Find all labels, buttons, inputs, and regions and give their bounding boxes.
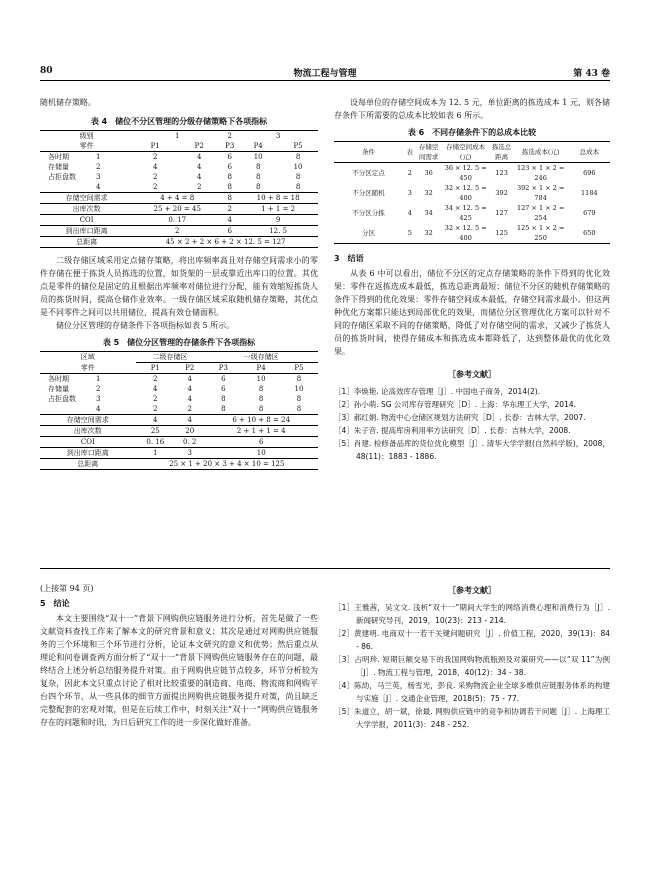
t6-head: 条件 (361, 148, 375, 156)
t5-cell: 8 (258, 385, 264, 393)
t4-cell: 4 (153, 163, 158, 171)
t4-cell: 4 (196, 173, 202, 181)
t6-cell: 650 (583, 229, 596, 237)
header-rule (40, 80, 610, 81)
table4-title: 表 4 储位不分区管理的分级存储策略下各项指标 (90, 117, 268, 126)
t5-cell: 2 (153, 395, 158, 403)
right-column (334, 96, 610, 463)
t5-dist-3: 10 (256, 449, 266, 457)
t5-cell: 2 (153, 405, 158, 413)
paragraph-conclusion: 从表 6 中可以看出，储位不分区的定点存储策略的条件下得到的优化效果：零件在返拣选成本最低，拣选总距离最短；储位不分区的随机存储策略的条件下得到的优化效果：零件存储空间成本最低，存储空间需求最小。但这两种优化方案都只能达到局部优化的效果，而储位分区管理优化方案可以针对不同的存储区采取不同的存储策略，降低了对存储空间的需求，又减少了拣货人员的拣货时间，使得存储成本和拣选成本都降低了，达到整体最优的优化效果。 (334, 269, 610, 356)
t4-cell: 6 (227, 153, 232, 161)
t4-coi-label: COI (79, 216, 94, 224)
t5-cell: 6 (221, 385, 226, 393)
t5-h1-2: 一级存储区 (204, 352, 318, 363)
t5-times-1: 25 (150, 427, 160, 435)
reference-item: ［2］孙小萌. SG 公司库存管理研究［D］. 上海：华东理工大学，2014. (334, 400, 577, 409)
t6-cell: 不分区分拣 (352, 209, 385, 217)
t5-cell: 2 (153, 375, 158, 383)
t5-dist-2: 3 (187, 449, 192, 457)
t4-dist-3: 12. 5 (269, 227, 288, 235)
t5-cell: 10 (256, 375, 266, 383)
t6-cell: 分区 (361, 229, 375, 237)
bottom-right-column (334, 582, 610, 731)
t4-cell: 8 (227, 183, 232, 191)
t4-need-2: 8 (227, 194, 232, 202)
t5-rowlabel: 存储量 2 (48, 385, 101, 393)
t4-times-3: 1 + 1 = 2 (261, 205, 296, 213)
paragraph-section5: 本文主要围绕“双十一”背景下网购供应链服务进行分析，首先是做了一些文献资料查找工作来了解本文的研究背景和意义；其次是通过对网购供应链服务的三个环境和三个环节进行分析，论证本文研究的意义和优势；然后重点从理论和问卷调查两方面分析了“双十一”背景下网购供应链服务存在的问题，最终结合上述分析总结服务提升对策。由于网购供应链节点较多，环节分析较为复杂，因此本文只重点讨论了相对比较重要的制造商、电商、物流商和网购平台四个环节，从一些具体的细节方面提出网购供应链服务提升对策，尚且缺乏完整配套的宏观对策，但是在后续工作中，时刻关注“双十一”网购供应链服务存在的问题和时讯，为日后研究工作的进一步深化做好准备。 (40, 614, 318, 727)
t6-head: 表 (406, 148, 413, 156)
paragraph-storage: 二级存储区域采用定点储存策略，将出库频率高且对存储空间需求小的零件存储在便于拣货人员拣选的位置，如货架的一层或靠近出库口的位置。其优点是零件的储位是固定的且根据出库频率对储位进行分配，能有效缩短拣货人员的拣货时间，提高仓储作业效率。一级存储区域采取随机储存策略，其优点是不同零件之间可以共用储位，提高有效仓储面积。 (40, 256, 318, 317)
reference-item: ［2］黄建明. 电商双十一若干关键问题研究［J］. 价值工程，2020，39(13)：84 - 86. (334, 629, 610, 651)
t5-cell: 8 (296, 405, 302, 413)
t5-times-2: 20 (185, 427, 195, 435)
t6-cell: 123 (495, 169, 508, 177)
t6-cell: 32 (424, 229, 433, 237)
t4-need-3: 10 + 8 = 18 (256, 194, 300, 202)
t4-h2-3: P3 (225, 142, 235, 150)
table5 (40, 351, 318, 470)
t5-h2-1: P1 (150, 364, 160, 372)
t6-cell: 不分区定点 (352, 169, 385, 177)
t6-cell: 679 (583, 209, 596, 217)
reference-item: ［4］陈劼，马兰英，杨雪光，彭良. 采购物流企业全球多维供应链服务体系的构建与实施［J］. 交通企业管理，2018(5)：75 - 77. (334, 681, 610, 703)
t5-times-label: 出库次数 (73, 427, 102, 435)
paragraph-cost: 设每单位的存储空间成本为 12. 5 元，单位距离的拣选成本 1 元，则各储存条件下所需要的总成本比较如表 6 所示。 (334, 98, 610, 120)
reference-item: ［3］占明珍. 短期巨额交易下的我国网购物流瓶颈及对策研究——以“双 11”为例［J］. 物流工程与管理，2018，40(12)：34 - 38. (334, 655, 610, 677)
section-divider (40, 568, 610, 569)
t4-h2-4: P4 (253, 142, 263, 150)
t4-cell: 4 (196, 153, 202, 161)
reference-item: ［5］肖建. 检修备品库的货位优化模型［J］. 清华大学学报(自然科学版)，2008，48(11)：1883 - 1886. (334, 439, 610, 461)
t4-h2-1: P1 (150, 142, 160, 150)
t6-cell: 34 (424, 209, 433, 217)
t4-cell: 6 (227, 163, 232, 171)
t6-cell: 2 (407, 169, 412, 177)
t4-cell: 4 (196, 163, 202, 171)
t5-cell: 8 (258, 395, 264, 403)
t5-cell: 6 (221, 375, 226, 383)
t4-times-1: 25 + 20 = 45 (153, 205, 201, 213)
t6-head: 存储空间需求 (418, 143, 439, 161)
t4-h2-0: 零件 (79, 142, 94, 150)
reference-item: ［1］王雅茜，吴文文. 浅析“双十一”期间大学生的网络消费心理和消费行为［J］. 新闻研究导刊，2019，10(23)：213 - 214. (334, 603, 610, 625)
t6-head: 总成本 (579, 148, 600, 156)
t6-cell: 1184 (581, 189, 598, 197)
t4-times-label: 出库次数 (72, 205, 101, 213)
t5-cell: 2 (187, 405, 192, 413)
t4-dist-1: 2 (175, 227, 180, 235)
t4-cell: 8 (295, 173, 301, 181)
section-5-heading: 5 结论 (40, 599, 70, 608)
t6-cell: 392 (495, 189, 508, 197)
t4-cell: 8 (255, 163, 261, 171)
t5-cell: 8 (296, 375, 302, 383)
t4-cell: 2 (153, 183, 158, 191)
t5-cell: 4 (187, 375, 192, 383)
t5-need-1: 4 (153, 416, 158, 424)
t6-head: 拣选总距离 (491, 143, 512, 161)
table6 (334, 141, 610, 244)
table4 (40, 130, 318, 248)
t6-cell: 125 (495, 229, 508, 237)
t5-need-3: 6 + 10 + 8 = 24 (232, 416, 291, 424)
t4-cell: 8 (295, 153, 301, 161)
t5-h2-2: P2 (185, 364, 195, 372)
t4-coi-1: 0. 17 (168, 216, 187, 224)
t4-rowlabel: 存储量 2 (48, 163, 101, 171)
paragraph-table5-intro: 储位分区管理的存储条件下各项指标如表 5 所示。 (56, 321, 235, 330)
t5-dist-1: 1 (153, 449, 158, 457)
t5-cell: 10 (294, 385, 304, 393)
t4-cell: 8 (295, 183, 301, 191)
t4-need-label: 存储空间需求 (65, 194, 108, 202)
t4-h1-1: 1 (175, 132, 180, 140)
t5-cell: 8 (258, 405, 264, 413)
t4-cell: 8 (255, 183, 261, 191)
t6-cell: 不分区随机 (352, 189, 385, 197)
t4-h2-5: P5 (293, 142, 303, 150)
t5-h2-3: P3 (218, 364, 228, 372)
t5-need-label: 存储空间需求 (66, 416, 109, 424)
t6-cell: 36 × 12. 5 = 450 (444, 164, 487, 182)
t6-cell: 696 (583, 169, 596, 177)
t4-cell: 8 (255, 173, 261, 181)
t5-h1-1: 二级存储区 (136, 352, 205, 363)
t5-coi-label: COI (80, 438, 95, 446)
t5-h2-4: P4 (256, 364, 266, 372)
t5-cell: 8 (296, 395, 302, 403)
journal-name: 物流工程与管理 (293, 69, 357, 79)
t6-cell: 34 × 12. 5 = 425 (444, 204, 487, 222)
t4-cell: 4 (96, 183, 101, 191)
t5-dist-label: 到出库口距离 (66, 449, 109, 457)
t5-rowlabel: 各时期 1 (48, 375, 101, 383)
t5-coi-3: 6 (258, 438, 264, 446)
t5-h2-5: P5 (294, 364, 304, 372)
t6-cell: 32 × 12. 5 = 400 (444, 184, 487, 202)
left-column (40, 96, 318, 470)
reference-item: ［3］郝红娟. 物流中心仓储区规划方法研究［D］. 长春：吉林大学，2007. (334, 413, 586, 422)
t4-cell: 10 (253, 153, 263, 161)
t4-h2-2: P2 (194, 142, 204, 150)
t5-need-2: 4 (187, 416, 192, 424)
t6-cell: 4 (407, 209, 412, 217)
t5-cell: 4 (187, 395, 192, 403)
t5-h2-0: 零件 (80, 363, 95, 372)
bottom-left-column (40, 582, 318, 729)
references-title-2: ［参考文献］ (448, 585, 496, 595)
t5-cell: 8 (221, 395, 226, 403)
t6-cell: 32 (424, 189, 433, 197)
references-title: ［参考文献］ (448, 369, 496, 379)
t6-cell: 32 × 12. 5 = 400 (444, 224, 487, 242)
t5-cell: 8 (221, 405, 226, 413)
reference-item: ［4］朱子音. 提高库房利用率方法研究［D］. 长春：吉林大学，2008. (334, 426, 571, 435)
t4-cell: 2 (196, 183, 202, 191)
t4-cell: 10 (293, 163, 303, 171)
t4-cell: 2 (153, 153, 158, 161)
t6-cell: 123 × 1 × 2 = 246 (516, 164, 565, 182)
t5-total-label: 总距离 (77, 460, 99, 468)
t4-cell: 8 (227, 173, 232, 181)
t5-times-3: 2 + 1 + 1 = 4 (236, 427, 286, 435)
t4-h1-3: 3 (275, 132, 281, 140)
page-number: 80 (40, 66, 53, 76)
t6-cell: 125 × 1 × 2 = 250 (516, 224, 565, 242)
t4-coi-3: 9 (275, 216, 281, 224)
table6-title: 表 6 不同存储条件下的总成本比较 (407, 128, 537, 137)
t4-need-1: 4 + 4 = 8 (160, 194, 195, 202)
t4-total-label: 总距离 (76, 238, 98, 246)
t6-head: 拣选成本(元) (521, 148, 560, 156)
t5-coi-2: 0. 2 (183, 438, 197, 446)
t6-cell: 127 × 1 × 2 = 254 (516, 204, 565, 222)
t4-h1-2: 2 (227, 132, 232, 140)
table5-title: 表 5 储位分区管理的存储条件下各项指标 (102, 338, 256, 347)
t4-total: 45 × 2 + 2 × 6 + 2 × 12. 5 = 127 (165, 238, 286, 246)
t5-total: 25 × 1 + 20 × 3 + 4 × 10 = 125 (169, 460, 285, 468)
t6-cell: 127 (495, 209, 508, 217)
t6-cell: 3 (407, 189, 412, 197)
reference-item: ［5］朱道立，胡一斌，徐最. 网购供应链中的竞争和协调若干问题［J］. 上海理工大学学报，2011(3)：248 - 252. (334, 707, 610, 729)
t5-cell: 4 (96, 405, 101, 413)
t6-cell: 392 × 1 × 2 = 784 (516, 184, 565, 202)
intro-text: 随机储存策略。 (40, 98, 96, 107)
t4-dist-label: 到出库口距离 (65, 227, 108, 235)
t4-rowlabel: 占拒盘数 3 (48, 173, 101, 181)
t6-cell: 5 (407, 229, 412, 237)
t5-cell: 4 (153, 385, 158, 393)
t4-h1-0: 级别 (79, 132, 94, 140)
continued-note: (上接第 94 页) (40, 584, 94, 593)
t5-cell: 4 (187, 385, 192, 393)
t4-dist-2: 6 (227, 227, 232, 235)
t5-h1-0: 区域 (80, 353, 95, 362)
reference-item: ［1］李焕艳. 论高效库存管理［J］. 中国电子商务，2014(2). (334, 387, 541, 396)
t5-coi-1: 0. 16 (146, 438, 165, 446)
section-3-heading: 3 结语 (334, 254, 364, 263)
t4-coi-2: 4 (227, 216, 232, 224)
page-header (40, 66, 610, 78)
t4-cell: 2 (153, 173, 158, 181)
volume: 第 43 卷 (573, 69, 610, 79)
t4-rowlabel: 各时期 1 (48, 153, 101, 161)
t5-rowlabel: 占拒盘数 3 (48, 395, 101, 403)
t4-times-2: 2 (227, 205, 232, 213)
t6-head: 存储空间成本(元) (446, 143, 486, 161)
t6-cell: 36 (424, 169, 433, 177)
